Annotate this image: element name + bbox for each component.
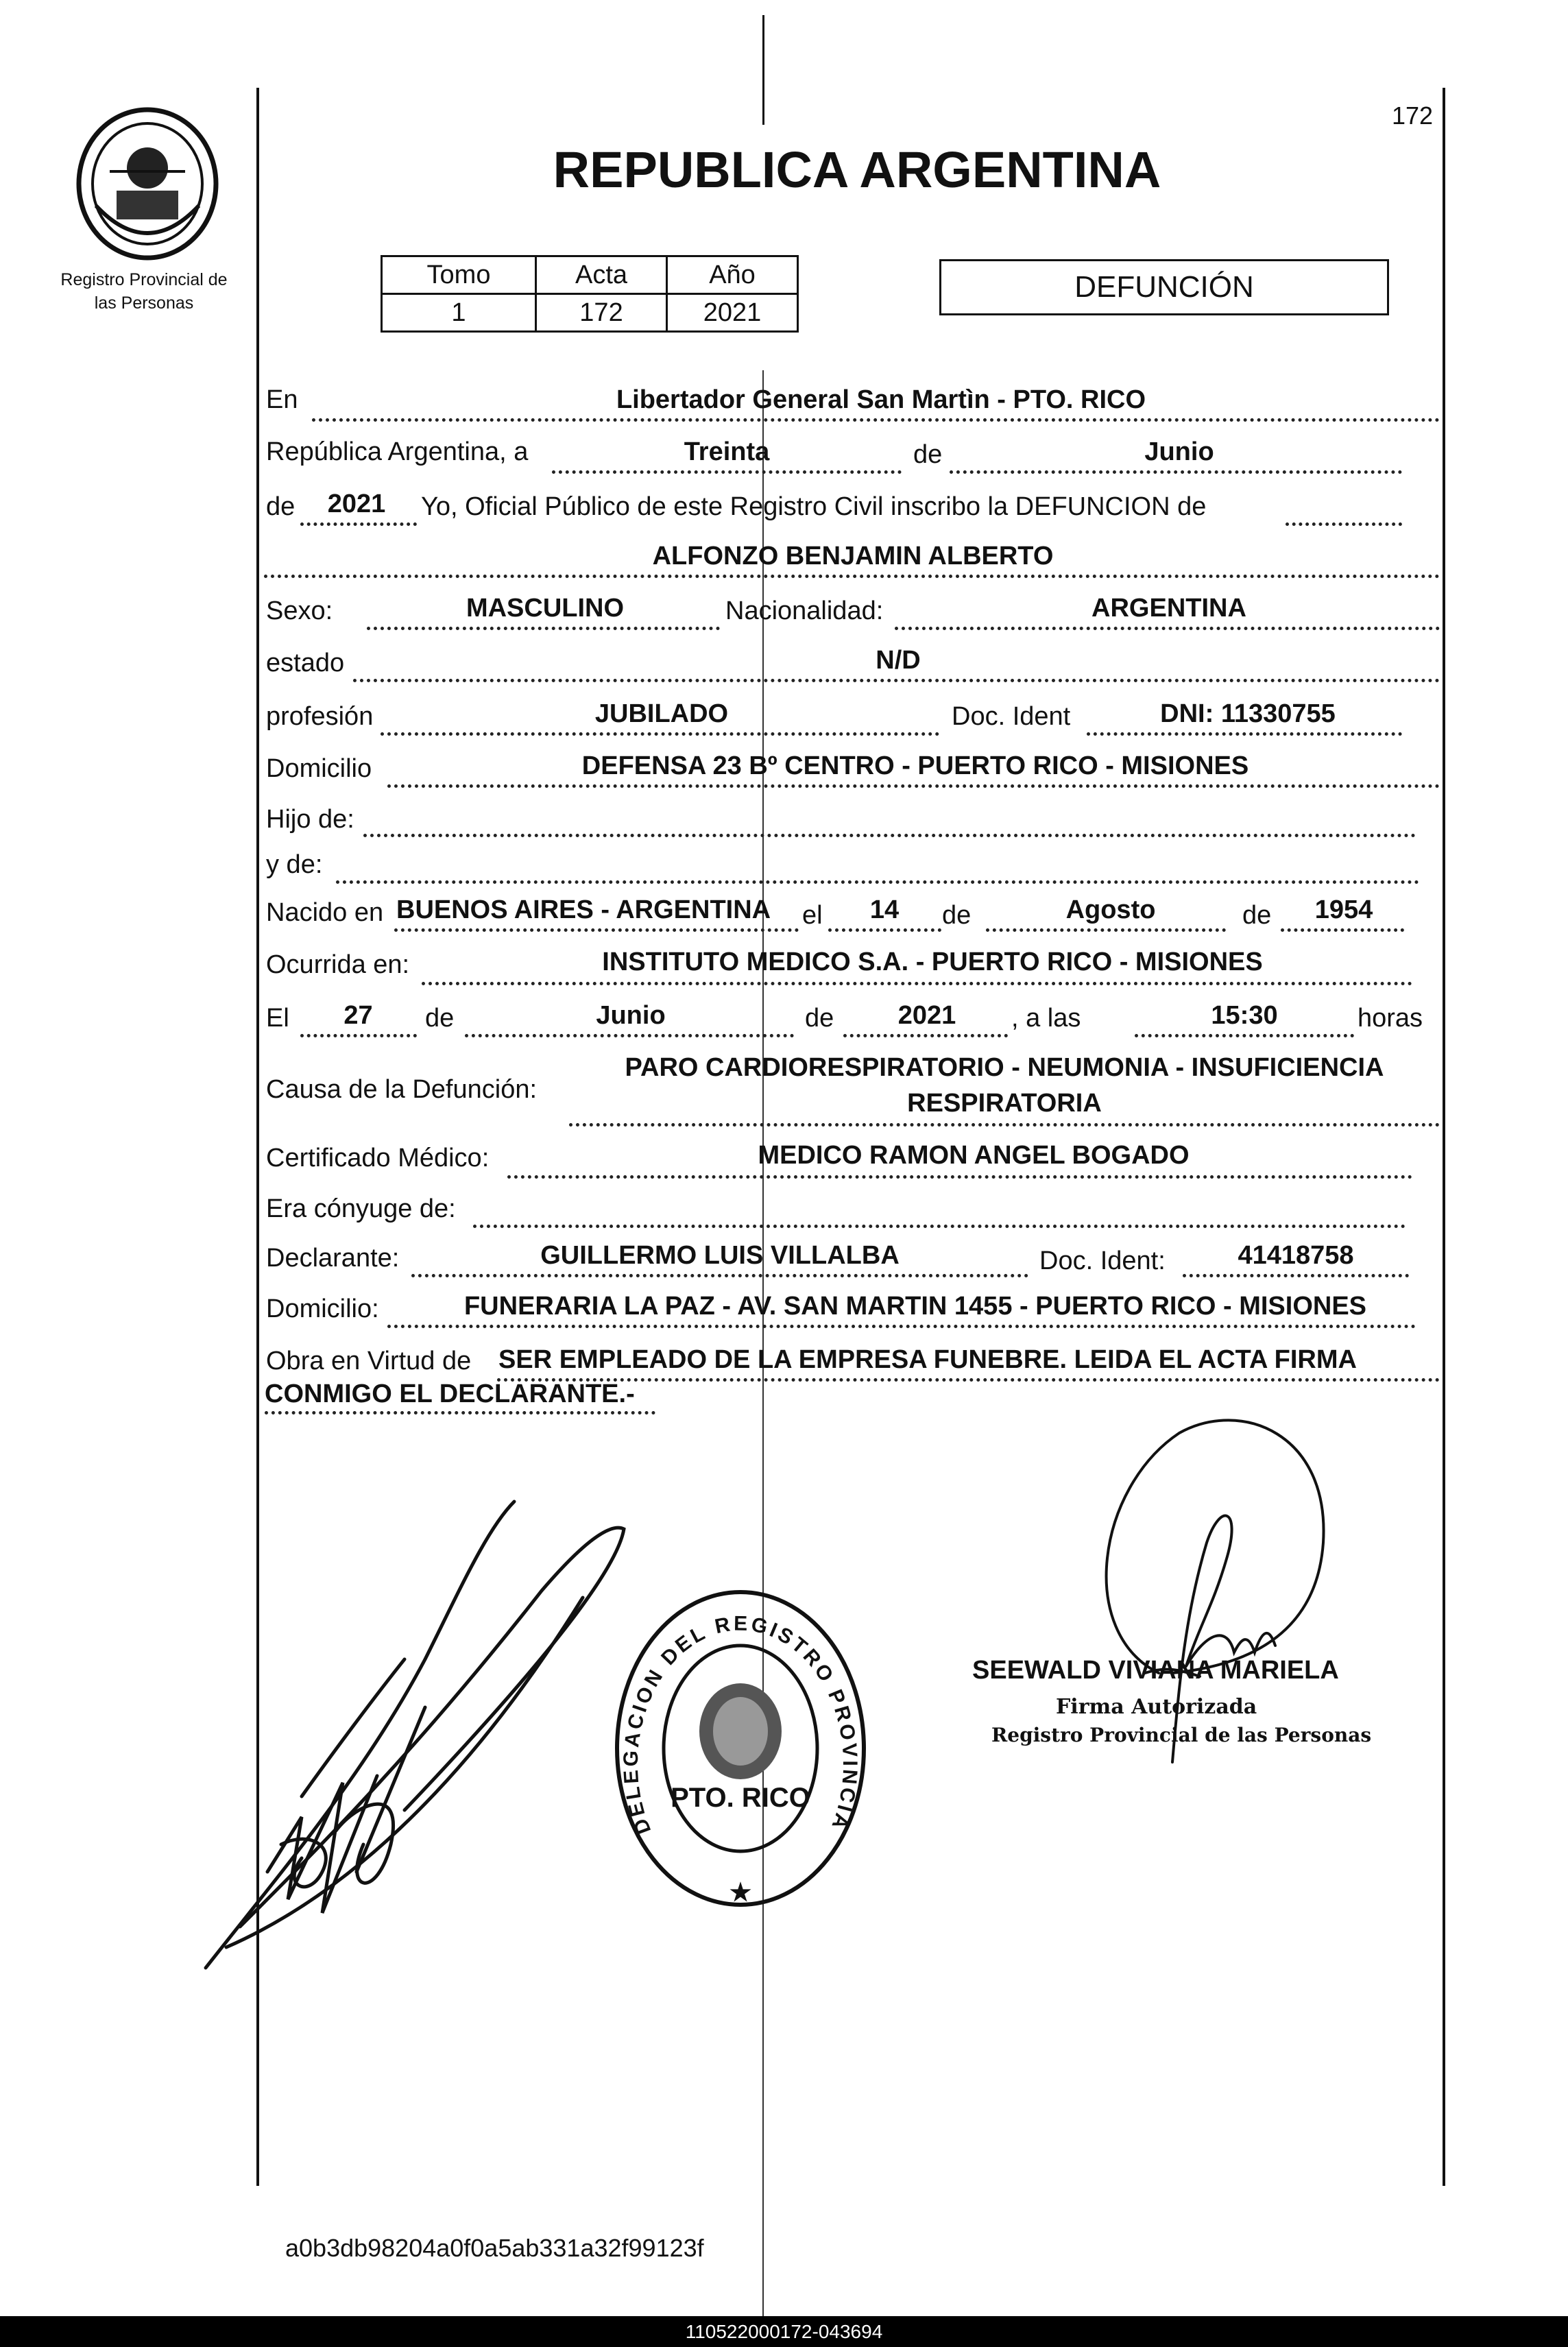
dotted-line — [843, 1034, 1008, 1037]
page-number: 172 — [1392, 101, 1434, 130]
dotted-line — [986, 928, 1226, 932]
dotted-line — [1281, 928, 1404, 932]
ocurrida-value: INSTITUTO MEDICO S.A. - PUERTO RICO - MISIONES — [602, 948, 1263, 976]
table-header-tomo: Tomo — [382, 256, 536, 294]
profesion-value: JUBILADO — [594, 699, 729, 728]
registry-caption-line1: Registro Provincial de — [60, 270, 228, 289]
dotted-line — [465, 1034, 794, 1037]
dotted-line — [363, 834, 1416, 837]
horas-label: horas — [1358, 1004, 1423, 1033]
domicilio2-label: Domicilio: — [266, 1295, 379, 1323]
nac-de-label: de — [942, 901, 972, 930]
nac-mes: Agosto — [1065, 895, 1156, 924]
obra-value-line2: CONMIGO EL DECLARANTE.- — [265, 1380, 635, 1408]
nac-anio: 1954 — [1314, 895, 1373, 924]
dotted-line — [950, 470, 1402, 474]
table-value-acta: 172 — [536, 294, 667, 332]
sexo-value: MASCULINO — [466, 594, 625, 623]
sexo-label: Sexo: — [266, 597, 333, 625]
lugar-value: Libertador General San Martìn - PTO. RICO — [616, 385, 1146, 414]
official-registry: Registro Provincial de las Personas — [991, 1724, 1372, 1746]
dotted-line — [1135, 1034, 1354, 1037]
mes-palabra: Junio — [1144, 437, 1214, 466]
dotted-line — [394, 928, 799, 932]
def-dia: 27 — [343, 1001, 373, 1030]
dotted-line — [422, 982, 1412, 985]
hijo-label: Hijo de: — [266, 805, 354, 834]
document-title: REPUBLICA ARGENTINA — [553, 141, 1161, 198]
seal-center-text: PTO. RICO — [671, 1783, 810, 1813]
record-table — [381, 255, 799, 333]
nacido-value: BUENOS AIRES - ARGENTINA — [396, 895, 771, 924]
ocurrida-label: Ocurrida en: — [266, 950, 410, 979]
estado-label: estado — [266, 649, 345, 677]
dotted-line — [300, 1034, 417, 1037]
yde-label: y de: — [266, 850, 323, 879]
oficial-text: Yo, Oficial Público de este Registro Civil inscribo la DEFUNCION de — [421, 492, 1207, 521]
right-margin-line — [1443, 88, 1445, 2186]
dotted-line — [828, 928, 941, 932]
dotted-line — [265, 1411, 655, 1415]
registry-seal — [610, 1584, 871, 1913]
declarante-signature — [199, 1488, 651, 1982]
dotted-line — [387, 784, 1440, 788]
top-fold-line — [762, 15, 764, 125]
doc-ident-label: Doc. Ident — [952, 702, 1071, 731]
province-logo — [69, 103, 226, 261]
footer-bar — [0, 2316, 1568, 2347]
declarante-label: Declarante: — [266, 1244, 400, 1273]
seal-star-icon: ★ — [729, 1878, 752, 1906]
dia-palabra: Treinta — [684, 437, 770, 466]
dotted-line — [569, 1123, 1440, 1127]
nacionalidad-value: ARGENTINA — [1091, 594, 1246, 623]
alas-label: , a las — [1011, 1004, 1081, 1033]
doc-ident-value: DNI: 11330755 — [1160, 699, 1336, 728]
footer-code: 110522000172-043694 — [685, 2321, 883, 2342]
dotted-line — [497, 1378, 1440, 1382]
def-mes: Junio — [596, 1001, 666, 1030]
de-label: de — [913, 440, 943, 469]
causa-line2: RESPIRATORIA — [907, 1089, 1102, 1118]
republica-label: República Argentina, a — [266, 437, 529, 466]
en-label: En — [266, 385, 298, 414]
dotted-line — [507, 1175, 1412, 1179]
El-label: El — [266, 1004, 289, 1033]
seal-ring-text: DELEGACION DEL REGISTRO PROVINCIA — [619, 1612, 862, 1838]
firma-autorizada: Firma Autorizada — [1056, 1695, 1257, 1719]
de2-label: de — [266, 492, 295, 521]
dotted-line — [473, 1225, 1406, 1228]
obra-value-line1: SER EMPLEADO DE LA EMPRESA FUNEBRE. LEIDA EL ACTA FIRMA — [498, 1345, 1357, 1374]
dotted-line — [1183, 1274, 1409, 1277]
doc2-value: 41418758 — [1238, 1241, 1354, 1270]
dotted-line — [1286, 522, 1402, 526]
table-value-tomo: 1 — [382, 294, 536, 332]
def-hora: 15:30 — [1211, 1001, 1278, 1030]
dotted-line — [264, 575, 1440, 578]
def-de-label: de — [425, 1004, 455, 1033]
causa-line1: PARO CARDIORESPIRATORIO - NEUMONIA - INSUFICIENCIA — [625, 1053, 1384, 1082]
dotted-line — [353, 679, 1440, 682]
el-label: el — [802, 901, 823, 930]
certificado-label: Certificado Médico: — [266, 1144, 490, 1172]
registry-caption-line2: las Personas — [94, 293, 194, 313]
dotted-line — [1087, 732, 1402, 736]
estado-value: N/D — [876, 646, 921, 675]
dotted-line — [300, 522, 417, 526]
nacido-label: Nacido en — [266, 898, 384, 927]
declarante-value: GUILLERMO LUIS VILLALBA — [540, 1241, 900, 1270]
official-name: SEEWALD VIVIANA MARIELA — [972, 1656, 1339, 1685]
domicilio2-value: FUNERARIA LA PAZ - AV. SAN MARTIN 1455 - PUERTO RICO - MISIONES — [463, 1292, 1367, 1321]
profesion-label: profesión — [266, 702, 374, 731]
doc2-label: Doc. Ident: — [1039, 1247, 1166, 1275]
anio-value: 2021 — [327, 490, 386, 518]
table-header-ano: Año — [667, 256, 798, 294]
dotted-line — [895, 627, 1440, 630]
nombre-difunto: ALFONZO BENJAMIN ALBERTO — [652, 542, 1054, 570]
causa-label: Causa de la Defunción: — [266, 1075, 538, 1104]
doc-type-box: DEFUNCIÓN — [939, 259, 1389, 315]
domicilio-label: Domicilio — [266, 754, 372, 783]
table-value-ano: 2021 — [667, 294, 798, 332]
dotted-line — [387, 1325, 1416, 1328]
domicilio-value: DEFENSA 23 Bº CENTRO - PUERTO RICO - MISIONES — [581, 751, 1249, 780]
dotted-line — [381, 732, 939, 736]
def-anio: 2021 — [897, 1001, 956, 1030]
hash-code: a0b3db98204a0f0a5ab331a32f99123f — [285, 2234, 704, 2262]
nac-de2-label: de — [1242, 901, 1272, 930]
certificado-value: MEDICO RAMON ANGEL BOGADO — [758, 1141, 1190, 1170]
dotted-line — [411, 1274, 1028, 1277]
dotted-line — [336, 880, 1419, 884]
obra-label: Obra en Virtud de — [266, 1347, 472, 1375]
dotted-line — [367, 627, 720, 630]
conyuge-label: Era cónyuge de: — [266, 1194, 456, 1223]
dotted-line — [312, 418, 1440, 422]
nac-dia: 14 — [869, 895, 900, 924]
table-header-acta: Acta — [536, 256, 667, 294]
dotted-line — [552, 470, 902, 474]
nacionalidad-label: Nacionalidad: — [725, 597, 884, 625]
def-de2-label: de — [805, 1004, 834, 1033]
